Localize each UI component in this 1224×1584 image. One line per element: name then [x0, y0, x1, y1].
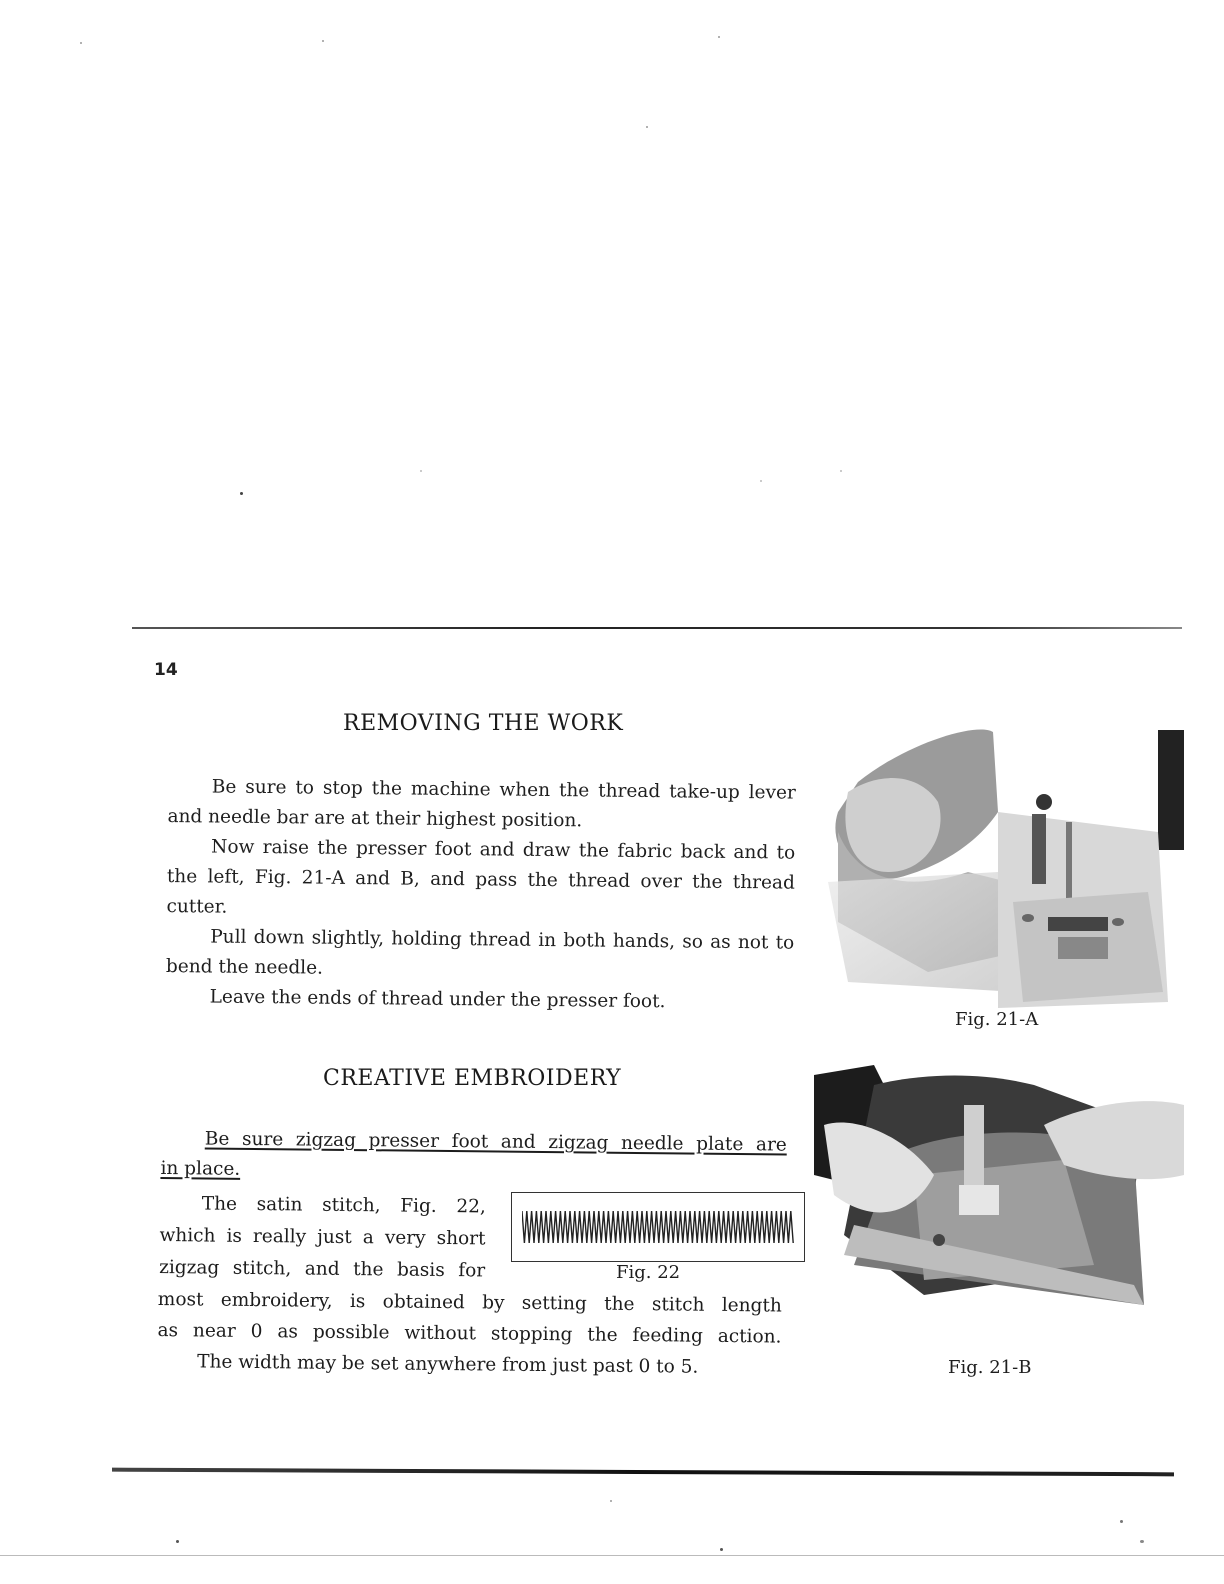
- removing-paragraph-2: Now raise the presser foot and draw the fabric back and to the left, Fig. 21-A and B, and pass the thread over the thread cutter.: [166, 836, 796, 918]
- removing-paragraph-1: Be sure to stop the machine when the thread take-up lever and needle bar are at their highest position.: [167, 776, 796, 832]
- fig-21b-caption: Fig. 21-B: [948, 1357, 1032, 1378]
- zigzag-warning-line-1: Be sure zigzag presser foot and zigzag needle plate are: [204, 1128, 787, 1156]
- removing-work-text: [165, 772, 795, 1019]
- satin-line-3: zigzag stitch, and the basis for: [159, 1256, 486, 1282]
- satin-stitch-intro: [159, 1188, 486, 1287]
- top-divider-rule: [132, 627, 1182, 629]
- fig-21b-photo: [814, 1065, 1184, 1315]
- heading-creative-embroidery: CREATIVE EMBROIDERY: [323, 1066, 622, 1091]
- satin-stitch-zigzag: [522, 1209, 794, 1245]
- footer-edge-rule: [0, 1555, 1224, 1556]
- zigzag-warning: [160, 1124, 787, 1191]
- satin-stitch-continued: [157, 1284, 782, 1384]
- satin-rest-line-2: as near 0 as possible without stopping the feeding action.: [157, 1319, 782, 1348]
- fig-22-caption: Fig. 22: [616, 1262, 681, 1283]
- bottom-divider-rule: [112, 1468, 1174, 1477]
- fig-21a-photo: [818, 722, 1188, 1008]
- page-number: 14: [154, 660, 178, 680]
- fig-21a-caption: Fig. 21-A: [955, 1009, 1039, 1030]
- width-sentence: The width may be set anywhere from just past 0 to 5.: [197, 1351, 699, 1378]
- fig-22-satin-stitch-sample: [511, 1192, 805, 1262]
- heading-removing-the-work: REMOVING THE WORK: [343, 711, 624, 736]
- zigzag-warning-line-2: in place.: [160, 1157, 241, 1180]
- removing-paragraph-4: Leave the ends of thread under the presser foot.: [209, 986, 666, 1013]
- satin-line-2: which is really just a very short: [159, 1224, 486, 1250]
- satin-rest-line-1: most embroidery, is obtained by setting the stitch length: [157, 1288, 782, 1317]
- removing-paragraph-3: Pull down slightly, holding thread in both hands, so as not to bend the needle.: [165, 926, 795, 979]
- satin-line-1: The satin stitch, Fig. 22,: [201, 1193, 486, 1218]
